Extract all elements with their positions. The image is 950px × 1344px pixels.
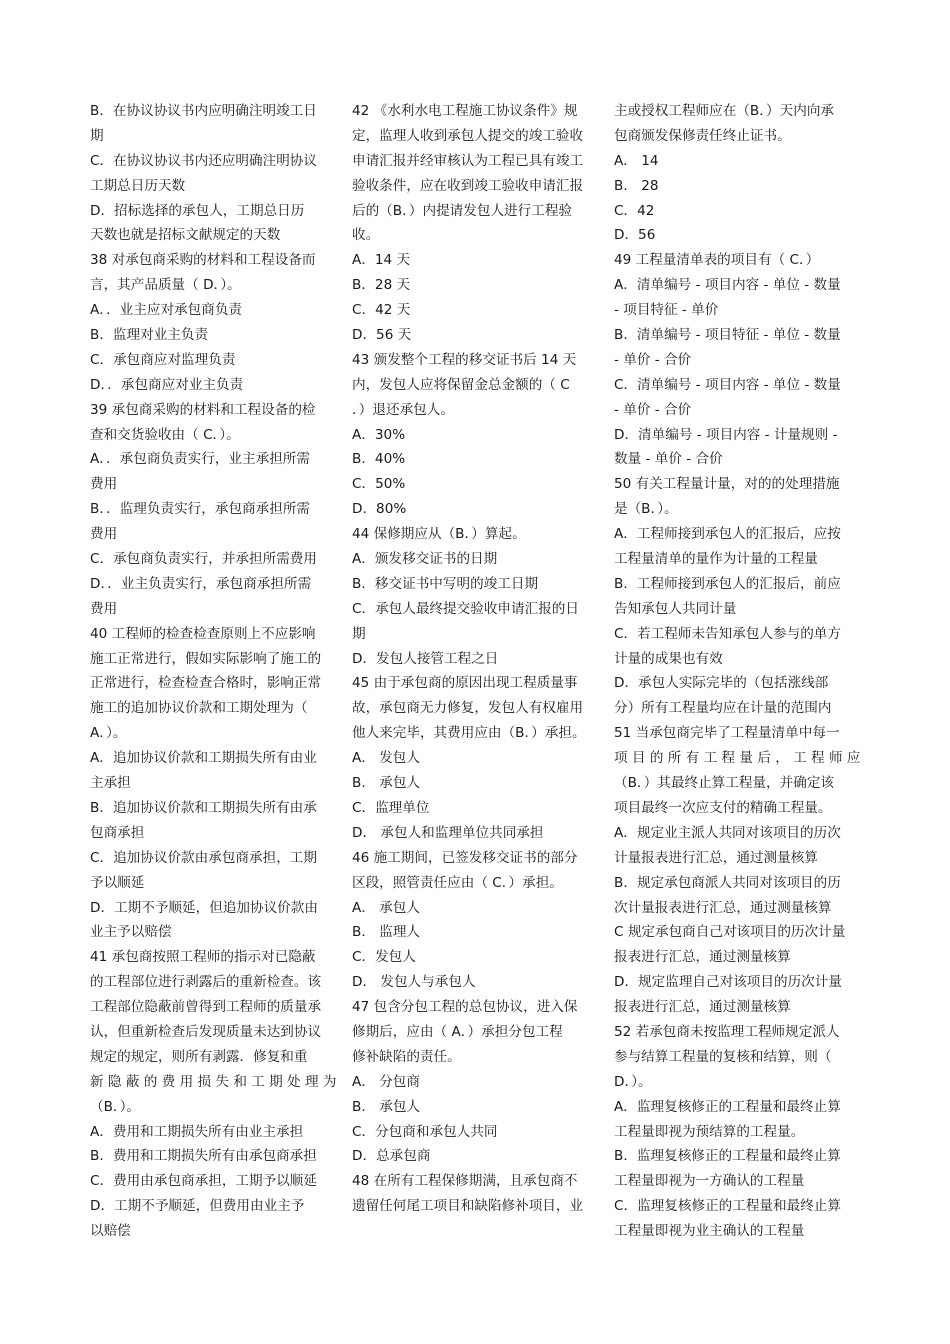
text-line: 44 保修期应从（B．）算起。	[352, 526, 526, 543]
text-line: B．监理对业主负责	[90, 327, 209, 344]
text-line: 主或授权工程师应在（B．）天内向承	[614, 103, 835, 119]
text-line: 修补缺陷的责任。	[352, 1048, 461, 1065]
text-line: A．）。	[90, 725, 127, 742]
text-line: 47 包含分包工程的总包协议，进入保	[352, 999, 578, 1016]
text-line: 告知承包人共同计量	[614, 600, 737, 617]
text-line: B．28 天	[352, 277, 411, 294]
text-line: A． 发包人	[352, 750, 420, 767]
text-line: 50 有关工程量计量，对的的处理措施	[614, 476, 840, 493]
text-line: 期	[90, 127, 104, 144]
text-line: 工程量即视为预结算的工程量。	[614, 1123, 805, 1140]
text-line: 次计量报表进行汇总，通过测量核算	[614, 899, 832, 916]
text-line: D．56 天	[352, 327, 412, 344]
text-line: 51 当承包商完毕了工程量清单中每一	[614, 725, 840, 742]
text-line: 46 施工期间，已签发移交证书的部分	[352, 849, 578, 866]
text-line: B．监理复核修正的工程量和最终止算	[614, 1148, 841, 1165]
text-line: C．监理单位	[352, 799, 430, 816]
text-line: B． 28	[614, 177, 659, 194]
text-line: 新 隐 蔽 的 费 用 损 失 和 工 期 处 理 为	[90, 1073, 337, 1090]
text-line: 正常进行，检查检查合格时，影响正常	[90, 675, 322, 692]
text-line: 费用	[90, 476, 118, 493]
text-line: - 单价 - 合价	[614, 351, 692, 368]
text-line: D．．承包商应对业主负责	[90, 376, 244, 393]
text-line: 工程量清单的量作为计量的工程量	[614, 551, 818, 568]
text-line: 48 在所有工程保修期满，且承包商不	[352, 1173, 578, 1190]
text-line: B． 承包人	[352, 775, 421, 792]
text-line: 计量报表进行汇总，通过测量核算	[614, 849, 818, 866]
text-line: B． 承包人	[352, 1098, 421, 1115]
text-line: B． 监理人	[352, 924, 421, 941]
text-line: 45 由于承包商的原因出现工程质量事	[352, 675, 578, 692]
text-line: 他人来完毕，其费用应由（B．）承担。	[352, 725, 586, 742]
text-line: C．42	[614, 202, 655, 219]
text-line: 内，发包人应将保留金总金额的（ C	[352, 376, 570, 393]
text-line: D．．业主负责实行，承包商承担所需	[90, 575, 312, 592]
text-line: 后的（B．）内提请发包人进行工程验	[352, 202, 573, 219]
text-line: C．承包商负责实行，并承担所需费用	[90, 551, 317, 568]
text-line: 业主予以赔偿	[90, 924, 172, 941]
text-line: 计量的成果也有效	[614, 650, 723, 667]
text-line: A．追加协议价款和工期损失所有由业	[90, 750, 317, 767]
text-line: 以赔偿	[90, 1223, 131, 1240]
text-line: 工期总日历天数	[90, 177, 186, 194]
text-line: D．规定监理自己对该项目的历次计量	[614, 974, 842, 991]
text-line: A．．承包商负责实行，业主承担所需	[90, 451, 310, 468]
text-line: 施工正常进行，假如实际影响了施工的	[90, 650, 322, 667]
text-line: 申请汇报并经审核认为工程已具有竣工	[352, 152, 584, 169]
text-line: 39 承包商采购的材料和工程设备的检	[90, 401, 316, 418]
text-line: 验收条件，应在收到竣工验收申请汇报	[352, 177, 584, 194]
text-line: 予以顺延	[90, 874, 145, 891]
text-line: D．80%	[352, 501, 407, 518]
text-line: 报表进行汇总，通过测量核算	[614, 949, 791, 966]
text-line: A．监理复核修正的工程量和最终止算	[614, 1098, 841, 1115]
text-line: A．30%	[352, 426, 406, 443]
text-line: B．．监理负责实行，承包商承担所需	[90, 501, 311, 518]
text-line: D． 承包人和监理单位共同承担	[352, 824, 544, 841]
text-line: 费用	[90, 526, 118, 543]
text-line: A．14 天	[352, 252, 411, 269]
text-line: C．发包人	[352, 949, 416, 966]
text-line: A． 14	[614, 152, 659, 169]
text-column-middle	[352, 99, 600, 1219]
text-line: 主承担	[90, 775, 131, 792]
text-line: 报表进行汇总，通过测量核算	[614, 999, 791, 1016]
text-line: D．承包人实际完毕的（包括涨线部	[614, 675, 829, 692]
text-line: - 单价 - 合价	[614, 401, 692, 418]
text-line: C．42 天	[352, 302, 411, 319]
text-line: A． 分包商	[352, 1073, 420, 1090]
text-line: 的工程部位进行剥露后的重新检查。该	[90, 974, 322, 991]
text-line: 天数也就是招标文献规定的天数	[90, 227, 281, 244]
text-line: C．承包人最终提交验收申请汇报的日	[352, 600, 579, 617]
text-line: 49 工程量清单表的项目有（ C．）	[614, 252, 820, 269]
text-line: C 规定承包商自己对该项目的历次计量	[614, 924, 846, 941]
text-line: 定，监理人收到承包人提交的竣工验收	[352, 127, 584, 144]
text-line: A．费用和工期损失所有由业主承担	[90, 1123, 304, 1140]
text-line: B．40%	[352, 451, 406, 468]
text-column-right	[614, 99, 862, 1244]
text-line: 查和交货验收由（ C．）。	[90, 426, 240, 443]
text-line: D． 发包人与承包人	[352, 974, 476, 991]
text-line: （B．）其最终止算工程量，并确定该	[614, 775, 835, 792]
text-line: D．工期不予顺延，但费用由业主予	[90, 1198, 305, 1215]
text-line: A．．业主应对承包商负责	[90, 302, 243, 319]
text-line: 费用	[90, 600, 118, 617]
text-line: B．在协议协议书内应明确注明竣工日	[90, 103, 317, 119]
text-line: 规定的规定，则所有剥露．修复和重	[90, 1048, 308, 1065]
text-line: 工程部位隐蔽前曾得到工程师的质量承	[90, 999, 322, 1016]
text-line: B．清单编号 - 项目特征 - 单位 - 数量	[614, 327, 841, 344]
text-line: D．工期不予顺延，但追加协议价款由	[90, 899, 318, 916]
text-line: C．在协议协议书内还应明确注明协议	[90, 152, 317, 169]
text-line: （B．）。	[90, 1098, 141, 1115]
text-line: C．若工程师未告知承包人参与的单方	[614, 625, 841, 642]
text-line: A．规定业主派人共同对该项目的历次	[614, 824, 841, 841]
text-column-left	[90, 99, 338, 1244]
text-line: D．清单编号 - 项目内容 - 计量规则 -	[614, 426, 838, 443]
text-line: 区段，照管责任应由（ C．）承担。	[352, 874, 563, 891]
text-line: 包商承担	[90, 824, 145, 841]
text-line: C．分包商和承包人共同	[352, 1123, 498, 1140]
text-line: B．工程师接到承包人的汇报后，前应	[614, 575, 841, 592]
text-line: - 项目特征 - 单价	[614, 302, 719, 319]
text-line: 工程量即视为业主确认的工程量	[614, 1223, 805, 1240]
text-line: 38 对承包商采购的材料和工程设备而	[90, 252, 316, 269]
text-line: 期	[352, 625, 366, 642]
text-line: 42 《水利水电工程施工协议条件》规	[352, 103, 578, 119]
text-line: B．规定承包商派人共同对该项目的历	[614, 874, 841, 891]
text-line: D．招标选择的承包人，工期总日历	[90, 202, 305, 219]
text-line: 43 颁发整个工程的移交证书后 14 天	[352, 351, 577, 368]
text-line: 项目最终一次应支付的精确工程量。	[614, 799, 832, 816]
text-line: C．50%	[352, 476, 406, 493]
text-line: 言，其产品质量（ D．）。	[90, 277, 241, 294]
text-line: D．56	[614, 227, 656, 244]
text-line: 参与结算工程量的复核和结算，则（	[614, 1048, 832, 1065]
text-line: B．移交证书中写明的竣工日期	[352, 575, 539, 592]
text-line: 包商颁发保修责任终止证书。	[614, 127, 791, 144]
text-line: 施工的追加协议价款和工期处理为（	[90, 700, 308, 717]
text-line: 故，承包商无力修复，发包人有权雇用	[352, 700, 584, 717]
text-line: B．追加协议价款和工期损失所有由承	[90, 799, 317, 816]
text-line: 项 目 的 所 有 工 程 量 后 ， 工 程 师 应	[614, 750, 861, 767]
text-line: 认，但重新检查后发现质量未达到协议	[90, 1023, 322, 1040]
text-line: A．颁发移交证书的日期	[352, 551, 498, 568]
text-line: A．工程师接到承包人的汇报后，应按	[614, 526, 841, 543]
text-line: 数量 - 单价 - 合价	[614, 451, 723, 468]
text-line: A． 承包人	[352, 899, 420, 916]
text-line: C．清单编号 - 项目内容 - 单位 - 数量	[614, 376, 841, 393]
text-line: 遗留任何尾工项目和缺陷修补项目，业	[352, 1198, 584, 1215]
text-line: B．费用和工期损失所有由承包商承担	[90, 1148, 317, 1165]
text-line: 收。	[352, 227, 380, 244]
text-line: 是（B．）。	[614, 501, 678, 518]
text-line: 40 工程师的检查检查原则上不应影响	[90, 625, 316, 642]
text-line: D．总承包商	[352, 1148, 431, 1165]
text-line: 41 承包商按照工程师的指示对已隐蔽	[90, 949, 316, 966]
text-line: 52 若承包商未按监理工程师规定派人	[614, 1023, 840, 1040]
text-line: D．）。	[614, 1073, 652, 1090]
text-line: C．监理复核修正的工程量和最终止算	[614, 1198, 841, 1215]
text-line: ．）退还承包人。	[352, 401, 454, 418]
text-line: D．发包人接管工程之日	[352, 650, 499, 667]
text-line: C．费用由承包商承担，工期予以顺延	[90, 1173, 317, 1190]
text-line: 修期后，应由（ A．）承担分包工程	[352, 1023, 563, 1040]
text-line: C．追加协议价款由承包商承担，工期	[90, 849, 317, 866]
text-line: A．清单编号 - 项目内容 - 单位 - 数量	[614, 277, 841, 294]
text-line: 分）所有工程量均应在计量的范围内	[614, 700, 832, 717]
text-line: C．承包商应对监理负责	[90, 351, 236, 368]
text-line: 工程量即视为一方确认的工程量	[614, 1173, 805, 1190]
